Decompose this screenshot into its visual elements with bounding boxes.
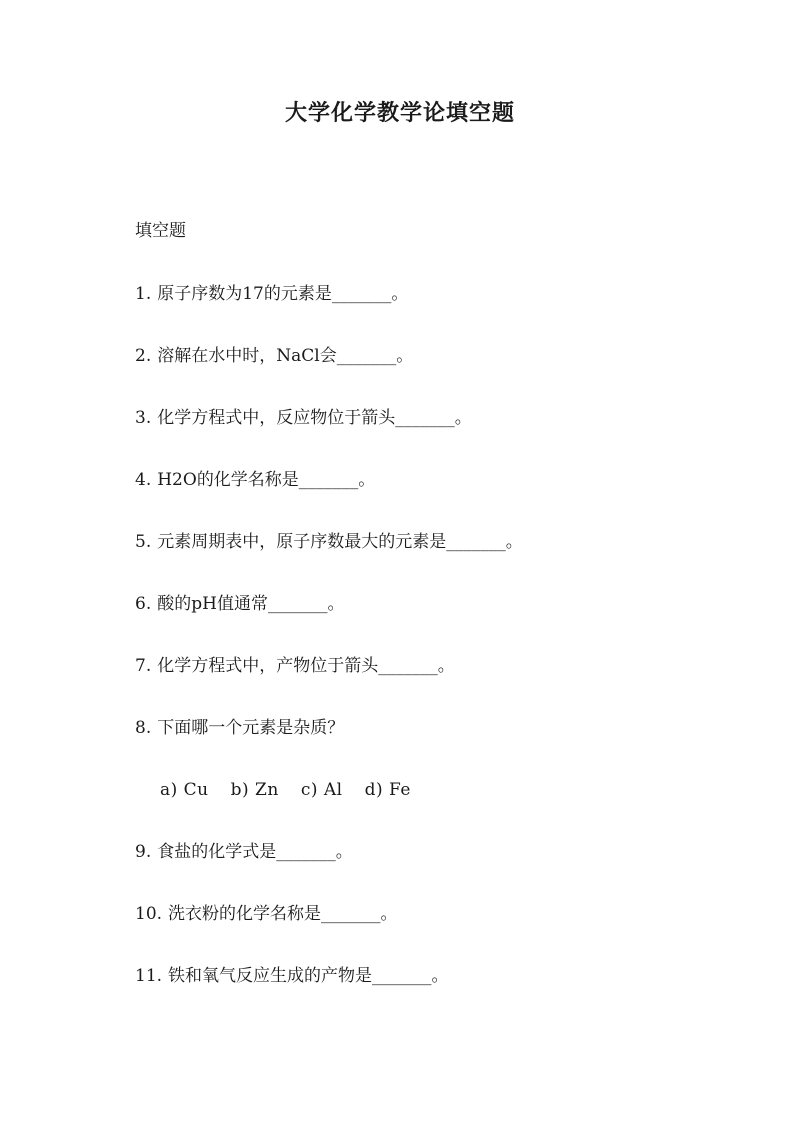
- question-number: 6.: [135, 594, 152, 614]
- question-11: [135, 964, 735, 1026]
- question-number: 10.: [135, 904, 163, 924]
- question-10: [135, 902, 735, 964]
- question-number: 5.: [135, 532, 152, 552]
- question-number: 9.: [135, 842, 152, 862]
- question-text: 元素周期表中，原子序数最大的元素是_______。: [157, 532, 523, 552]
- question-9: [135, 840, 735, 902]
- question-number: 11.: [135, 966, 163, 986]
- question-number: 2.: [135, 346, 152, 366]
- page-title: 大学化学教学论填空题: [284, 100, 515, 126]
- question-number: 8.: [135, 718, 152, 738]
- question-text: 酸的pH值通常_______。: [157, 594, 345, 614]
- question-number: 3.: [135, 408, 152, 428]
- question-text: 化学方程式中，产物位于箭头_______。: [157, 656, 455, 676]
- question-1: [135, 282, 735, 344]
- question-text: 溶解在水中时，NaCl会_______。: [157, 346, 414, 366]
- question-5: [135, 530, 735, 592]
- section-heading: 填空题: [135, 221, 186, 241]
- option-c: c) Al: [300, 780, 343, 800]
- question-text: 原子序数为17的元素是_______。: [157, 284, 409, 304]
- question-list: [135, 282, 735, 1026]
- option-b: b) Zn: [230, 780, 279, 800]
- question-text: 食盐的化学式是_______。: [157, 842, 353, 862]
- question-6: [135, 592, 735, 654]
- option-d: d) Fe: [364, 780, 411, 800]
- question-text: 铁和氧气反应生成的产物是_______。: [168, 966, 449, 986]
- question-2: [135, 344, 735, 406]
- question-text: 洗衣粉的化学名称是_______。: [168, 904, 398, 924]
- question-4: [135, 468, 735, 530]
- question-number: 7.: [135, 656, 152, 676]
- question-7: [135, 654, 735, 716]
- question-8: [135, 716, 735, 778]
- question-text: 下面哪一个元素是杂质？: [157, 718, 345, 738]
- question-number: 1.: [135, 284, 152, 304]
- question-3: [135, 406, 735, 468]
- question-text: H2O的化学名称是_______。: [157, 470, 376, 490]
- option-a: a) Cu: [160, 780, 209, 800]
- question-text: 化学方程式中，反应物位于箭头_______。: [157, 408, 472, 428]
- question-number: 4.: [135, 470, 152, 490]
- question-8-options: [135, 778, 735, 840]
